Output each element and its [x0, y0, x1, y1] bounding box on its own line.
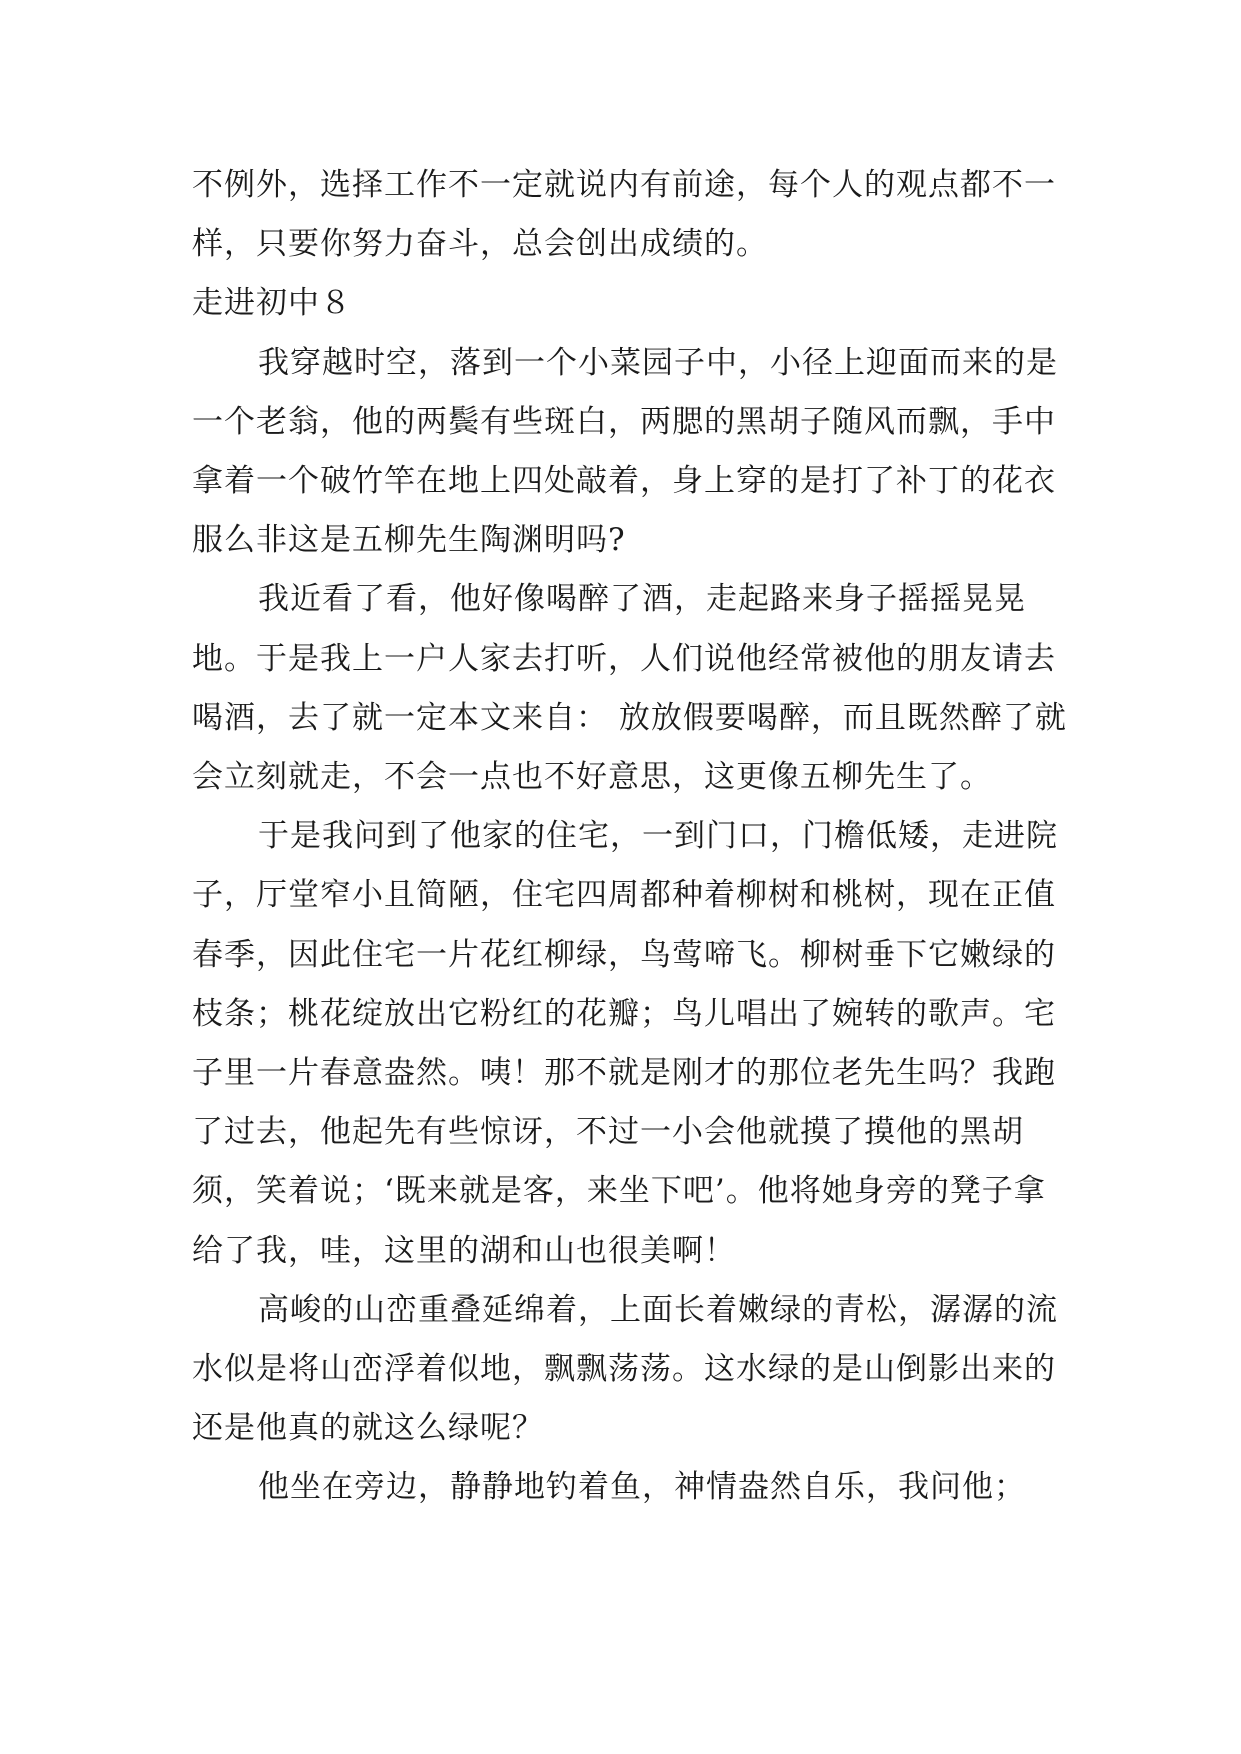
body-paragraph: 他坐在旁边，静静地钓着鱼，神情盎然自乐，我问他；: [258, 1469, 1026, 1506]
body-paragraph: 我穿越时空，落到一个小菜园子中，小径上迎面而来的是一个老翁，他的两鬓有些斑白，两腮的黑胡子随风而飘，手中拿着一个破竹竿在地上四处敲着，身上穿的是打了补丁的花衣服么非这是五柳先生陶渊明吗?: [192, 344, 1058, 559]
continuation-paragraph: 不例外，选择工作不一定就说内有前途，每个人的观点都不一样，只要你努力奋斗，总会创出成绩的。: [192, 167, 1056, 263]
body-paragraph: 高峻的山峦重叠延绵着，上面长着嫩绿的青松，潺潺的流水似是将山峦浮着似地，飘飘荡荡。这水绿的是山倒影出来的还是他真的就这么绿呢？: [192, 1291, 1058, 1447]
body-paragraph: 于是我问到了他家的住宅，一到门口，门檐低矮，走进院子，厅堂窄小且简陋，住宅四周都种着柳树和桃树，现在正值春季，因此住宅一片花红柳绿，鸟莺啼飞。柳树垂下它嫩绿的枝条；桃花绽放出它粉红的花瓣；鸟儿唱出了婉转的歌声。宅子里一片春意盎然。咦！那不就是刚才的那位老先生吗？我跑了过去，他起先有些惊讶，不过一小会他就摸了摸他的黑胡须，笑着说；‘既来就是客，来坐下吧’。他将她身旁的凳子拿给了我，哇，这里的湖和山也很美啊！: [192, 818, 1058, 1269]
body-paragraph: 我近看了看，他好像喝醉了酒，走起路来身子摇摇晃晃地。于是我上一户人家去打听，人们说他经常被他的朋友请去喝酒，去了就一定本文来自： 放放假要喝醉，而且既然醉了就会立刻就走，不会一点也不好意思，这更像五柳先生了。: [192, 581, 1067, 796]
document-body: [192, 156, 1072, 1518]
section-heading: 走进初中８: [192, 285, 352, 322]
